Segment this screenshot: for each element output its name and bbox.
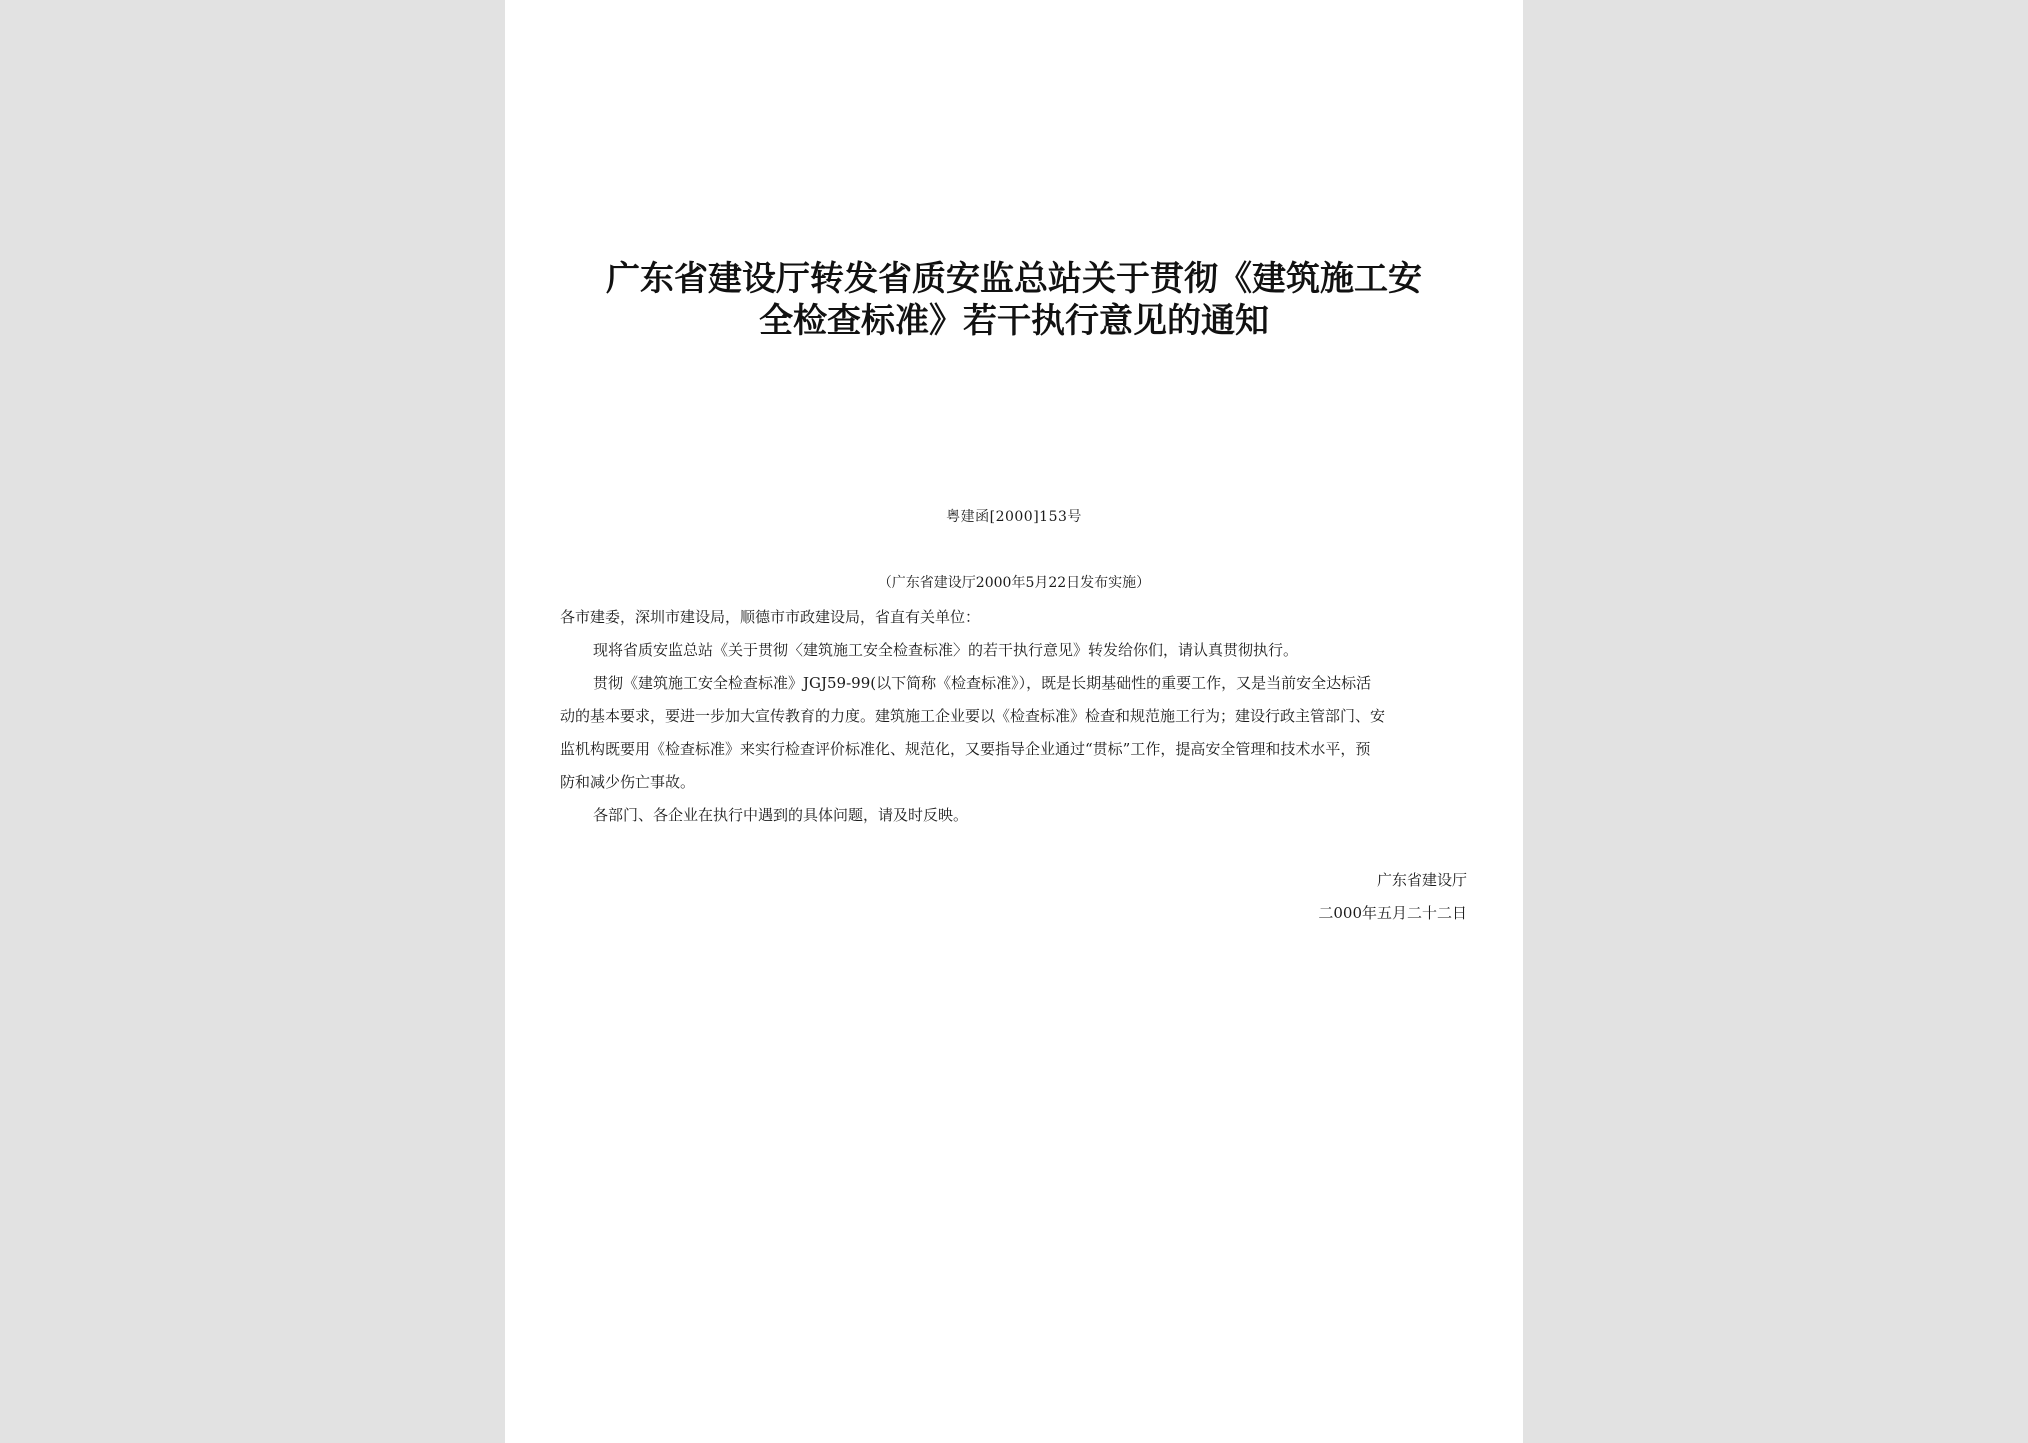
- salutation: 各市建委，深圳市建设局，顺德市市政建设局，省直有关单位：: [560, 608, 981, 626]
- paragraph-1: 现将省质安监总站《关于贯彻〈建筑施工安全检查标准〉的若干执行意见》转发给你们，请认真贯彻执行。: [593, 641, 1299, 659]
- document-number: 粤建函[2000]153号: [946, 509, 1082, 525]
- document-page: [505, 0, 1523, 1443]
- paragraph-2-line-2: 动的基本要求，要进一步加大宣传教育的力度。建筑施工企业要以《检查标准》检查和规范施工行为；建设行政主管部门、安: [560, 707, 1386, 725]
- paragraph-2-line-4: 防和减少伤亡事故。: [560, 773, 696, 791]
- paragraph-2-line-1: 贯彻《建筑施工安全检查标准》JGJ59-99(以下简称《检查标准》），既是长期基础性的重要工作，又是当前安全达标活: [593, 674, 1372, 692]
- title-line-1: 广东省建设厅转发省质安监总站关于贯彻《建筑施工安: [606, 259, 1422, 299]
- signature-date: 二000年五月二十二日: [1318, 904, 1467, 922]
- paragraph-3: 各部门、各企业在执行中遇到的具体问题，请及时反映。: [593, 806, 969, 824]
- publication-note: （广东省建设厅2000年5月22日发布实施）: [877, 575, 1151, 591]
- paragraph-2-line-3: 监机构既要用《检查标准》来实行检查评价标准化、规范化，又要指导企业通过“贯标”工作，提高安全管理和技术水平，预: [560, 740, 1371, 758]
- document-title: [545, 258, 1483, 342]
- signature-organization: 广东省建设厅: [1376, 871, 1467, 889]
- title-line-2: 全检查标准》若干执行意见的通知: [759, 301, 1269, 341]
